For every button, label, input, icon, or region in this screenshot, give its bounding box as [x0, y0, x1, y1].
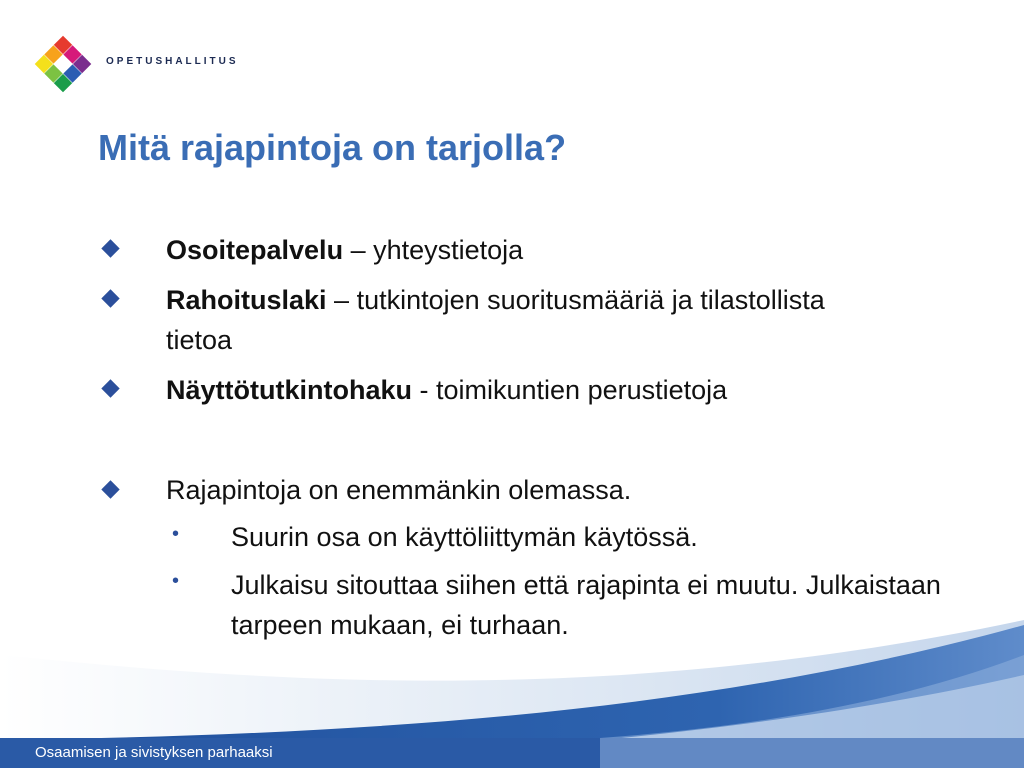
sub-bullet-dot-icon: •: [172, 570, 180, 592]
diamond-bullet-icon: [101, 480, 119, 498]
bullet-desc: – yhteystietoja: [343, 235, 524, 265]
opetushallitus-logo-icon: [33, 34, 93, 94]
slide-title: Mitä rajapintoja on tarjolla?: [98, 127, 567, 168]
bullet-term: Osoitepalvelu: [166, 235, 344, 265]
diamond-bullet-icon: [101, 289, 119, 307]
sub-bullet-item: Suurin osa on käyttöliittymän käytössä.: [231, 522, 698, 552]
diamond-bullet-icon: [101, 379, 119, 397]
bullet-desc: Rajapintoja on enemmänkin olemassa.: [166, 475, 632, 505]
bullet-term: Rahoituslaki: [166, 285, 327, 315]
bullet-item: [166, 280, 866, 360]
footer-wave-decoration: [0, 600, 1024, 768]
footer-slogan: Osaamisen ja sivistyksen parhaaksi: [35, 744, 273, 761]
sub-bullet-item: Julkaisu sitouttaa siihen että rajapinta ei muutu. Julkaistaan tarpeen mukaan, ei turhaan.: [231, 570, 941, 640]
bullet-desc: - toimikuntien perustietoja: [412, 375, 728, 405]
brand-name: OPETUSHALLITUS: [106, 56, 239, 67]
bullet-item: [166, 230, 926, 270]
bullet-item: [166, 370, 926, 410]
bullet-item: [166, 470, 926, 510]
bullet-desc: – tutkintojen suoritusmääriä ja tilastollista tietoa: [166, 285, 825, 355]
sub-bullet-dot-icon: •: [172, 523, 180, 545]
diamond-bullet-icon: [101, 239, 119, 257]
bullet-term: Näyttötutkintohaku: [166, 375, 412, 405]
